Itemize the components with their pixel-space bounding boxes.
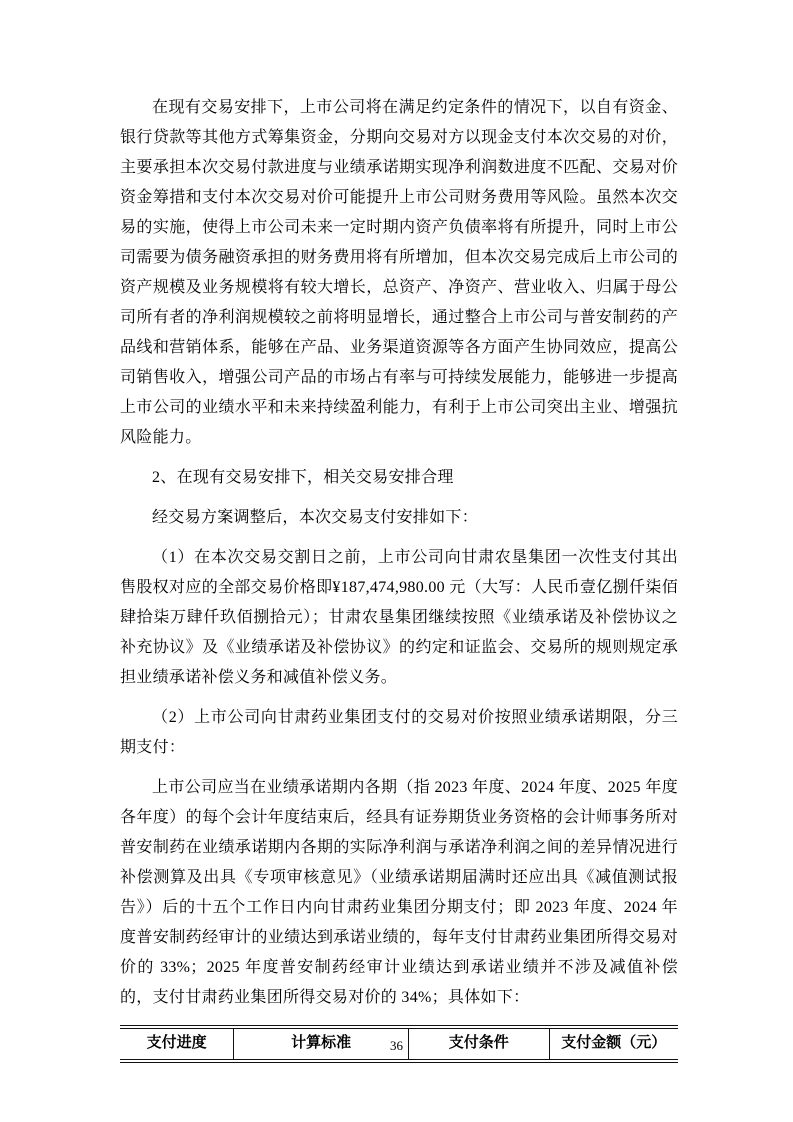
paragraph-payment-detail: 上市公司应当在业绩承诺期内各期（指 2023 年度、2024 年度、2025 年度各年度）的每个会计年度结束后，经具有证券期货业务资格的会计师事务所对普安制药在业绩承诺期内各期的实际净利润与承诺净利润之间的差异情况进行补偿测算及出具《专项审核意见》（业绩承诺期届满时还应出具《减值测试报告》）后的十五个工作日内向甘肃药业集团分期支付；即 2023 年度、2024 年度普安制药经审计的业绩达到承诺业绩的，每年支付甘肃药业集团所得交易对价的 33%；2025 年度普安制药经审计业绩达到承诺业绩并不涉及减值补偿的，支付甘肃药业集团所得交易对价的 34%；具体如下： <box>120 779 678 1006</box>
document-content <box>120 93 678 1063</box>
table-header-payment-amount: 支付金额（元） <box>549 1027 678 1061</box>
section-heading-2: 2、在现有交易安排下，相关交易安排合理 <box>152 469 454 486</box>
table-header-payment-stage: 支付进度 <box>146 1035 207 1051</box>
paragraph-item-1: （1）在本次交易交割日之前，上市公司向甘肃农垦集团一次性支付其出售股权对应的全部交易价格即¥187,474,980.00 元（大写：人民币壹亿捌仟柒佰肆拾柒万肆仟玖佰捌拾元）；甘肃农垦集团继续按照《业绩承诺及补偿协议之补充协议》及《业绩承诺及补偿协议》的约定和证监会、交易所的规则规定承担业绩承诺补偿义务和减值补偿义务。 <box>120 549 678 686</box>
table-header-payment-condition: 支付条件 <box>408 1027 549 1061</box>
paragraph-payment-intro: 经交易方案调整后，本次交易支付安排如下： <box>152 509 479 526</box>
page-number: 36 <box>390 1038 403 1053</box>
paragraph-transaction-arrangement: 在现有交易安排下，上市公司将在满足约定条件的情况下，以自有资金、银行贷款等其他方式筹集资金，分期向交易对方以现金支付本次交易的对价，主要承担本次交易付款进度与业绩承诺期实现净利润数进度不匹配、交易对价资金筹措和支付本次交易对价可能提升上市公司财务费用等风险。虽然本次交易的实施，使得上市公司未来一定时期内资产负债率将有所提升，同时上市公司需要为债务融资承担的财务费用将有所增加，但本次交易完成后上市公司的资产规模及业务规模将有较大增长，总资产、净资产、营业收入、归属于母公司所有者的净利润规模较之前将明显增长，通过整合上市公司与普安制药的产品线和营销体系，能够在产品、业务渠道资源等各方面产生协同效应，提高公司销售收入，增强公司产品的市场占有率与可持续发展能力，能够进一步提高上市公司的业绩水平和未来持续盈利能力，有利于上市公司突出主业、增强抗风险能力。 <box>120 99 678 446</box>
paragraph-item-2: （2）上市公司向甘肃药业集团支付的交易对价按照业绩承诺期限，分三期支付： <box>120 709 678 756</box>
table-header-calculation-standard: 计算标准 <box>234 1027 409 1061</box>
